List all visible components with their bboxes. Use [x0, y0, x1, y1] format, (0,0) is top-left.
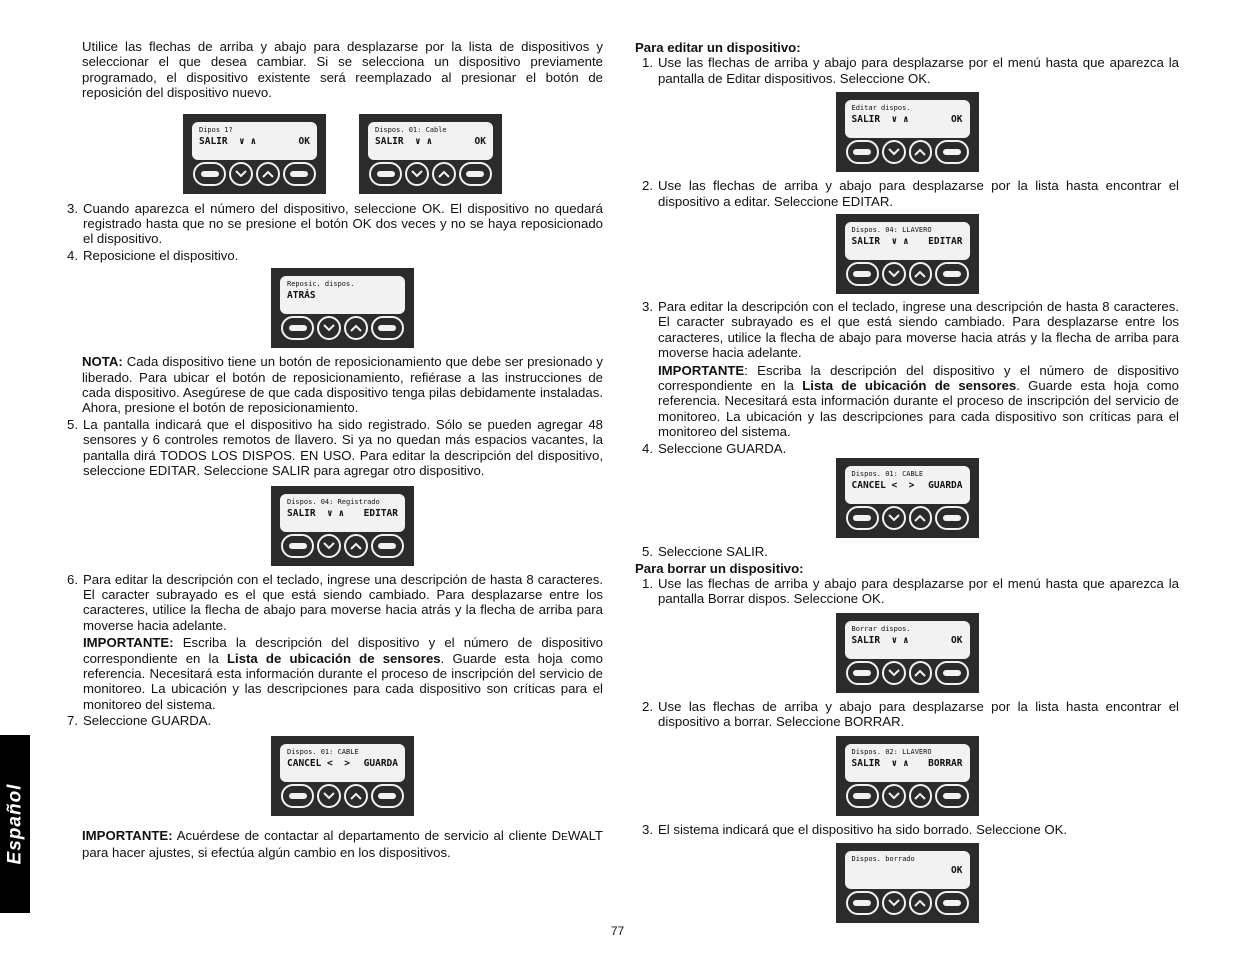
lcd-display: Dispos. 01: CABLE CANCEL < > GUARDA [280, 744, 405, 782]
chevron-down-icon[interactable] [882, 891, 906, 915]
chevron-up-icon[interactable] [909, 506, 933, 530]
left-column [60, 39, 603, 860]
chevron-up-icon[interactable] [256, 162, 280, 186]
note-paragraph: NOTA: Cada dispositivo tiene un botón de reposicionamiento que debe ser presionado y liberado. Para ubicar el botón de reposicionamiento, refiérase a las instrucciones de cada dispositivo. Asegúrese de que cada dispositivo tenga pilas debidamente instaladas. Ahora, presione el botón de reposicionamiento. [82, 354, 603, 416]
edit-heading: Para editar un dispositivo: [635, 40, 801, 55]
lcd-display: Dispos. 02: LLAVERO SALIR ∨ ∧ BORRAR [845, 744, 970, 782]
right-soft-button[interactable] [935, 784, 968, 808]
chevron-down-icon[interactable] [882, 140, 906, 164]
chevron-up-icon[interactable] [909, 661, 933, 685]
chevron-up-icon[interactable] [344, 316, 368, 340]
delete-heading: Para borrar un dispositivo: [635, 560, 804, 576]
chevron-up-icon[interactable] [909, 262, 933, 286]
chevron-down-icon[interactable] [405, 162, 429, 186]
chevron-down-icon[interactable] [317, 316, 341, 340]
list-item: 3. Para editar la descripción con el teclado, ingrese una descripción de hasta 8 caracteres. El caracter subrayado es el que está siendo cambiado. Para desplazarse entre los caracteres, utilice la flecha de abajo para moverse hacia atrás y la flecha de arriba para moverse hacia adelante. [642, 299, 1179, 361]
chevron-down-icon[interactable] [882, 784, 906, 808]
left-soft-button[interactable] [846, 140, 879, 164]
chevron-down-icon[interactable] [229, 162, 253, 186]
chevron-down-icon[interactable] [317, 784, 341, 808]
important-paragraph: IMPORTANTE: Escriba la descripción del dispositivo y el número de dispositivo correspondiente en la Lista de ubicación de sensores. Guarde esta hoja como referencia. Necesitará esta información durante el proceso de inscripción del servicio de monitoreo. La ubicación y las descripciones para cada dispositivo son críticas para el monitoreo del sistema. [658, 362, 1180, 440]
chevron-up-icon[interactable] [432, 162, 456, 186]
device-screen [183, 114, 326, 194]
right-soft-button[interactable] [935, 506, 968, 530]
chevron-down-icon[interactable] [882, 661, 906, 685]
device-screen [271, 486, 414, 566]
lcd-display: Dispos. 04: LLAVERO SALIR ∨ ∧ EDITAR [845, 222, 970, 260]
device-screen [836, 214, 979, 294]
left-soft-button[interactable] [193, 162, 226, 186]
lcd-display: Borrar dispos. SALIR ∨ ∧ OK [845, 621, 970, 659]
list-item: 5. La pantalla indicará que el dispositivo ha sido registrado. Sólo se pueden agregar 48 sensores y 6 controles remotos de llavero. Si ya no quedan más espacios vacantes, la pantalla dirá TODOS LOS DISPOS. EN USO. Para editar la descripción del dispositivo, seleccione EDITAR. Seleccione SALIR para agregar otro dispositivo. [67, 416, 603, 479]
list-item: 5. Seleccione SALIR. [642, 544, 768, 560]
left-soft-button[interactable] [846, 891, 879, 915]
lcd-display: Dispos. 01: CABLE CANCEL < > GUARDA [845, 466, 970, 504]
chevron-up-icon[interactable] [344, 784, 368, 808]
chevron-down-icon[interactable] [317, 534, 341, 558]
right-soft-button[interactable] [371, 784, 404, 808]
list-item: 2. Use las flechas de arriba y abajo para desplazarse por la lista hasta encontrar el dispositivo a borrar. Seleccione BORRAR. [642, 698, 1179, 730]
left-soft-button[interactable] [846, 506, 879, 530]
list-item: 1. Use las flechas de arriba y abajo para desplazarse por el menú hasta que aparezca la pantalla Borrar dispos. Seleccione OK. [642, 575, 1179, 607]
lcd-display: Editar dispos. SALIR ∨ ∧ OK [845, 100, 970, 138]
chevron-up-icon[interactable] [909, 891, 933, 915]
left-soft-button[interactable] [846, 262, 879, 286]
device-screen [271, 268, 414, 348]
device-screen [836, 92, 979, 172]
lcd-display: Reposic. dispos. ATRÁS [280, 276, 405, 314]
list-item: 3. Cuando aparezca el número del dispositivo, seleccione OK. El dispositivo no quedará registrado hasta que no se presione el botón OK dos veces y no se haya reposicionado el dispositivo. [67, 200, 603, 247]
chevron-down-icon[interactable] [882, 262, 906, 286]
right-soft-button[interactable] [935, 262, 968, 286]
important-paragraph: IMPORTANTE: Escriba la descripción del dispositivo y el número de dispositivo correspondiente en la Lista de ubicación de sensores. Guarde esta hoja como referencia. Necesitará esta información durante el proceso de inscripción del servicio de monitoreo. La ubicación y las descripciones para cada dispositivo son críticas para el monitoreo del sistema. [83, 635, 603, 712]
intro-paragraph: Utilice las flechas de arriba y abajo para desplazarse por la lista de dispositivos y seleccionar el que desea cambiar. Si se selecciona un dispositivo previamente programado, el dispositivo existente será reemplazado al presionar el botón de reposición del dispositivo nuevo. [82, 39, 603, 101]
right-soft-button[interactable] [371, 534, 404, 558]
right-soft-button[interactable] [459, 162, 492, 186]
chevron-up-icon[interactable] [909, 140, 933, 164]
left-soft-button[interactable] [281, 534, 314, 558]
lcd-display: Dispos. 04: Registrado SALIR ∨ ∧ EDITAR [280, 494, 405, 532]
left-soft-button[interactable] [846, 784, 879, 808]
final-important-paragraph: IMPORTANTE: Acuérdese de contactar al departamento de servicio al cliente DEWALT para hacer ajustes, si efectúa algún cambio en los dispositivos. [82, 827, 603, 860]
chevron-up-icon[interactable] [344, 534, 368, 558]
device-screen [359, 114, 502, 194]
list-item: 2. Use las flechas de arriba y abajo para desplazarse por la lista hasta encontrar el dispositivo a editar. Seleccione EDITAR. [642, 178, 1179, 209]
lcd-display: Dipos 1? SALIR ∨ ∧ OK [192, 122, 317, 160]
list-item: 1. Use las flechas de arriba y abajo para desplazarse por el menú hasta que aparezca la pantalla de Editar dispositivos. Seleccione OK. [642, 55, 1179, 86]
chevron-down-icon[interactable] [882, 506, 906, 530]
right-soft-button[interactable] [371, 316, 404, 340]
device-screen [271, 736, 414, 816]
left-soft-button[interactable] [369, 162, 402, 186]
device-screen [836, 736, 979, 816]
left-soft-button[interactable] [846, 661, 879, 685]
list-item: 7. Seleccione GUARDA. [67, 713, 212, 729]
left-soft-button[interactable] [281, 316, 314, 340]
lcd-display: Dispos. borrado OK [845, 851, 970, 889]
right-soft-button[interactable] [935, 661, 968, 685]
device-screen [836, 843, 979, 923]
list-item: 3. El sistema indicará que el dispositivo ha sido borrado. Seleccione OK. [642, 821, 1068, 837]
chevron-up-icon[interactable] [909, 784, 933, 808]
screens-row-a [82, 114, 603, 194]
left-soft-button[interactable] [281, 784, 314, 808]
right-soft-button[interactable] [283, 162, 316, 186]
list-item: 4. Reposicione el dispositivo. [67, 247, 239, 263]
device-screen [836, 613, 979, 693]
right-soft-button[interactable] [935, 140, 968, 164]
list-item: 4. Seleccione GUARDA. [642, 440, 787, 456]
lcd-display: Dispos. 01: Cable SALIR ∨ ∧ OK [368, 122, 493, 160]
list-item: 6. Para editar la descripción con el teclado, ingrese una descripción de hasta 8 caracteres. El caracter subrayado es el que está siendo cambiado. Para desplazarse entre los caracteres, utilice la flecha de abajo para moverse hacia atrás y la flecha de arriba para moverse hacia adelante. [67, 571, 603, 633]
device-screen [836, 458, 979, 538]
language-tab: Español [0, 735, 30, 913]
right-soft-button[interactable] [935, 891, 968, 915]
right-column [635, 39, 1179, 923]
page-number: 77 [610, 924, 625, 938]
